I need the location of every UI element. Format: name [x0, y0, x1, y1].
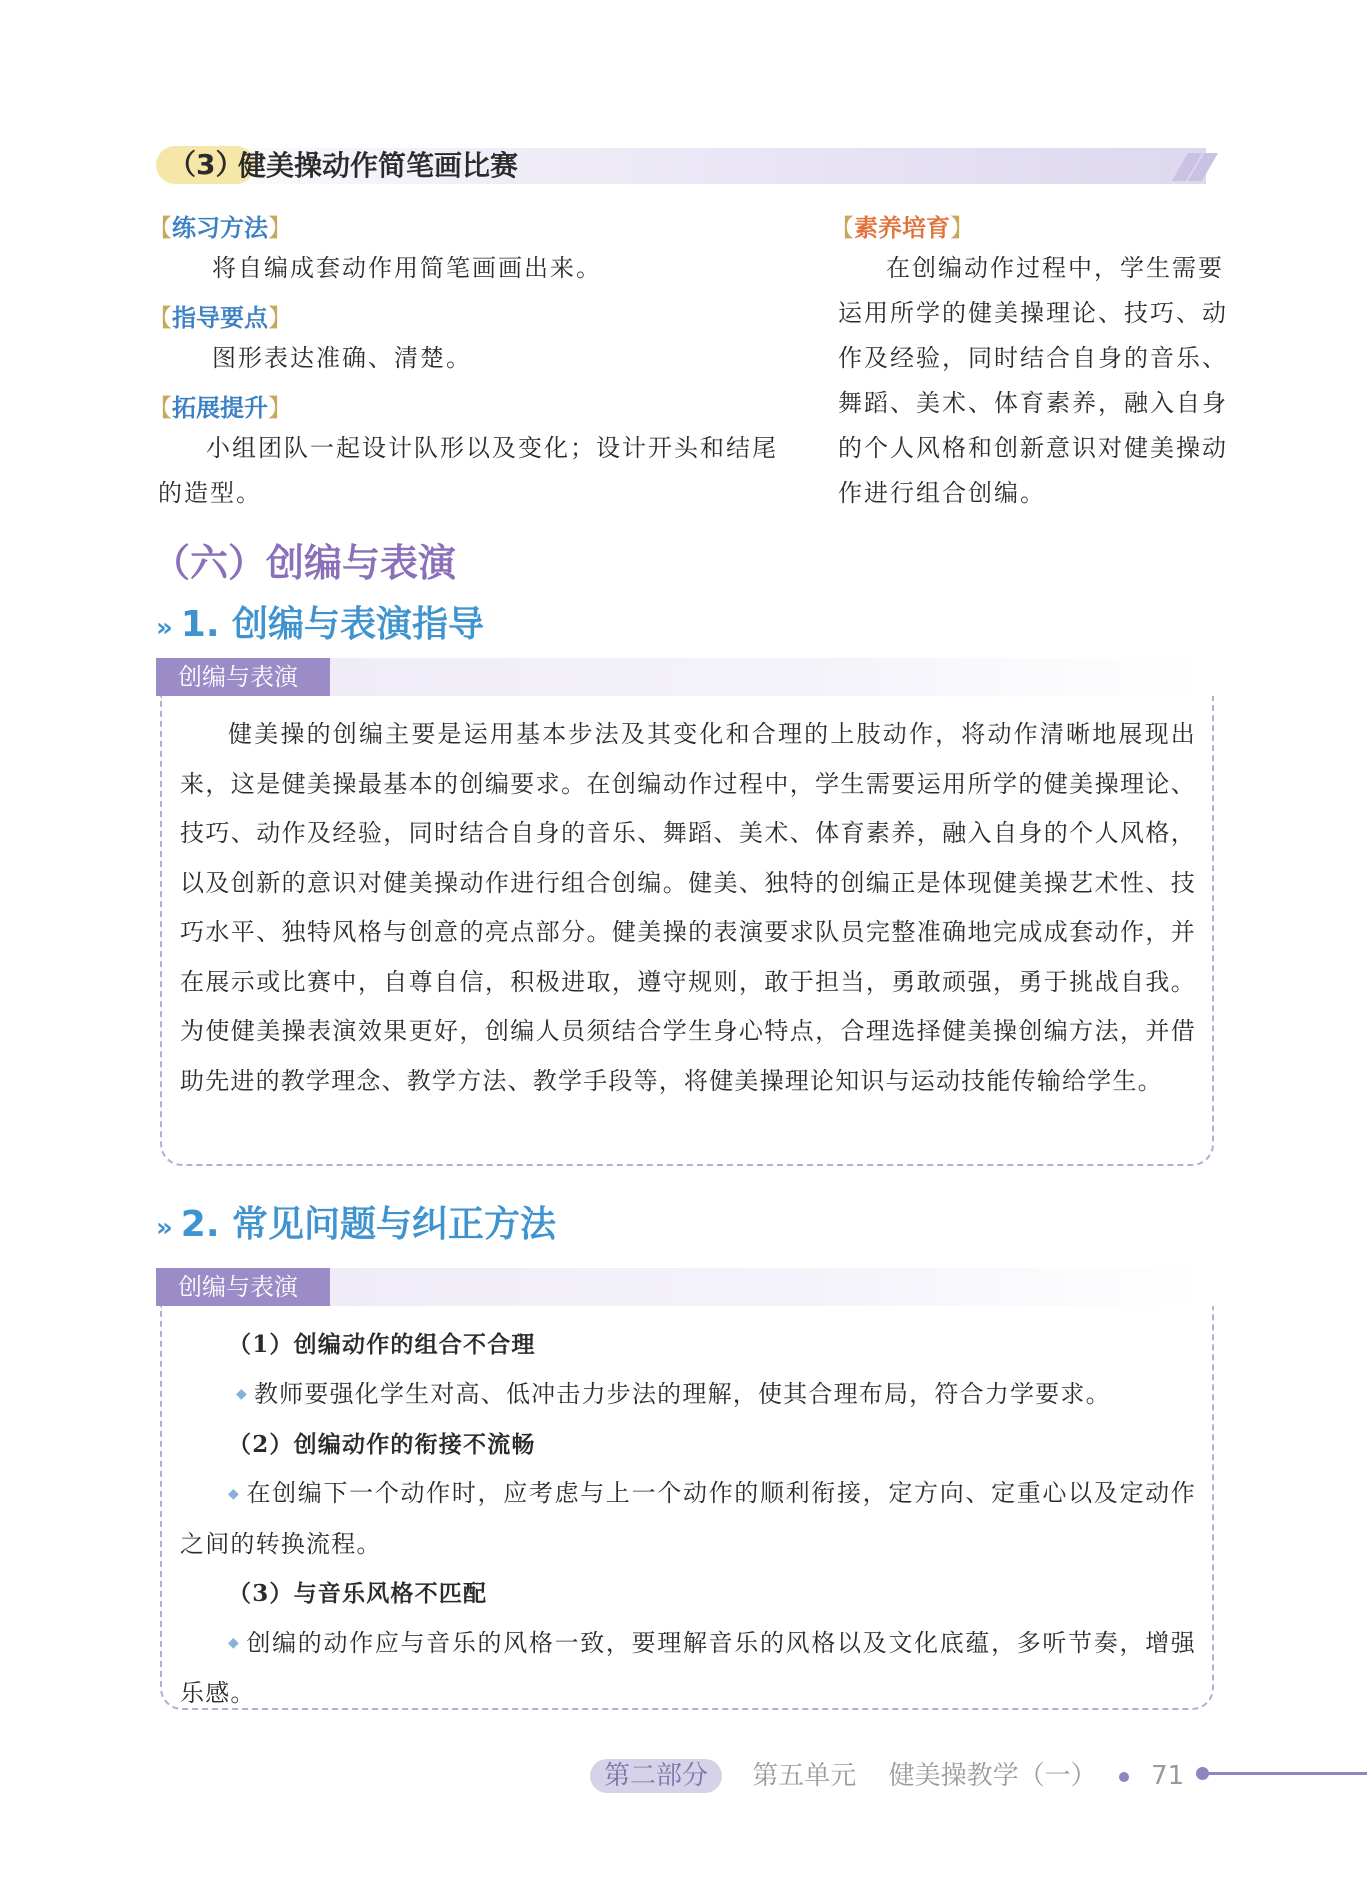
chevron-double-right-icon: »	[156, 1213, 173, 1243]
diamond-bullet-icon: ◆	[228, 1635, 241, 1652]
section1-body: 健美操的创编主要是运用基本步法及其变化和合理的上肢动作，将动作清晰地展现出来，这是健美操最基本的创编要求。在创编动作过程中，学生需要运用所学的健美操理论、技巧、动作及经验，同时结合自身的音乐、舞蹈、美术、体育素养，融入自身的个人风格，以及创新的意识对健美操动作进行组合创编。健美、独特的创编正是体现健美操艺术性、技巧水平、独特风格与创意的亮点部分。健美操的表演要求队员完整准确地完成成套动作，并在展示或比赛中，自尊自信，积极进取，遵守规则，敢于担当，勇敢顽强，勇于挑战自我。为使健美操表演效果更好，创编人员须结合学生身心特点，合理选择健美操创编方法，并借助先进的教学理念、教学方法、教学手段等，将健美操理论知识与运动技能传输给学生。	[180, 720, 1196, 1095]
extension-text: 小组团队一起设计队形以及变化；设计开头和结尾的造型。	[158, 434, 778, 507]
practice-text: 将自编成套动作用简笔画画出来。	[212, 254, 602, 282]
tag-practice: 【练习方法】	[148, 214, 292, 242]
tag-extension: 【拓展提升】	[148, 394, 292, 422]
literacy-text: 在创编动作过程中，学生需要运用所学的健美操理论、技巧、动作及经验，同时结合自身的音乐、舞蹈、美术、体育素养，融入自身的个人风格和创新意识对健美操动作进行组合创编。	[838, 254, 1228, 507]
footer-course: 健美操教学（一）	[888, 1761, 1097, 1791]
footer-line	[1202, 1772, 1367, 1775]
page-number: 71	[1151, 1761, 1185, 1791]
footer-dot	[1119, 1772, 1129, 1782]
page-footer	[590, 1755, 1184, 1793]
box-label: 创编与表演	[156, 658, 330, 696]
issue-title: （3）与音乐风格不匹配	[228, 1580, 488, 1607]
issue-title: （2）创编动作的衔接不流畅	[228, 1430, 536, 1458]
section-title: 健美操动作简笔画比赛	[238, 149, 519, 182]
tag-guidance: 【指导要点】	[148, 304, 292, 332]
footer-part: 第二部分	[590, 1759, 722, 1793]
chevron-double-right-icon: »	[156, 613, 173, 643]
issue-text: ◆ 教师要强化学生对高、低冲击力步法的理解，使其合理布局，符合力学要求。	[236, 1379, 1111, 1408]
footer-unit: 第五单元	[752, 1761, 857, 1791]
guidance-text: 图形表达准确、清楚。	[212, 344, 472, 372]
chapter-heading: （六）创编与表演	[152, 541, 457, 585]
section-number: （3）	[156, 146, 255, 184]
box-label: 创编与表演	[156, 1268, 330, 1306]
issue-text: ◆ 在创编下一个动作时，应考虑与上一个动作的顺利衔接，定方向、定重心以及定动作之间的转换流程。	[180, 1479, 1196, 1558]
issue-text: ◆ 创编的动作应与音乐的风格一致，要理解音乐的风格以及文化底蕴，多听节奏，增强乐感。	[180, 1628, 1196, 1707]
diamond-bullet-icon: ◆	[228, 1486, 241, 1502]
issue-title: （1）创编动作的组合不合理	[228, 1331, 536, 1358]
section2-heading: » 2. 常见问题与纠正方法	[156, 1204, 557, 1245]
tag-literacy: 【素养培育】	[830, 214, 974, 242]
diamond-bullet-icon: ◆	[236, 1386, 248, 1403]
issues-list	[180, 1320, 1196, 1718]
section1-heading: » 1. 创编与表演指导	[156, 604, 485, 645]
